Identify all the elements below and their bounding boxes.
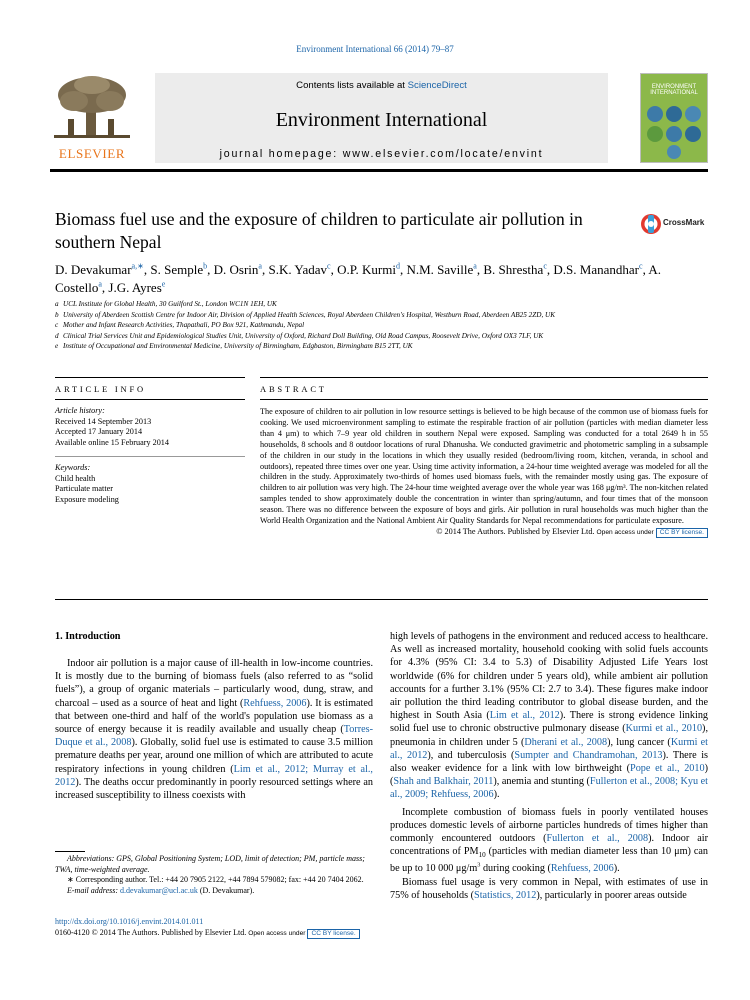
text-run: ), pneumonia in children under 5 ( <box>390 723 708 748</box>
citation-link[interactable]: Dherani et al., 2008 <box>524 736 608 748</box>
affiliation-letter: a <box>55 300 59 308</box>
text-run: Incomplete combustion of biomass fuels in poorly ventilated houses produces domestic levels of airborne particles hundreds of times higher than commonly encountered outdoors ( <box>390 806 708 845</box>
keyword-item: Particulate matter <box>55 484 113 494</box>
abstract-heading: ABSTRACT <box>260 384 327 394</box>
footnote-rule <box>55 851 85 852</box>
article-info-heading: ARTICLE INFO <box>55 384 146 394</box>
author-affiliation-marker[interactable]: c <box>543 261 547 271</box>
affiliation-item <box>55 310 715 321</box>
author-name[interactable]: S.K. Yadav <box>268 262 327 277</box>
cover-art <box>641 74 707 162</box>
doi-link[interactable]: http://dx.doi.org/10.1016/j.envint.2014.01.011 <box>55 917 204 926</box>
affiliation-item <box>55 331 715 342</box>
journal-masthead <box>50 73 708 163</box>
text-run: Indoor air pollution is a major cause of ill-health in low-income countries. It is mostly due to the burning of biomass fuels (also referred to as “solid fuels”), a group of organic materials – particularly wood, dung, straw, and charcoal – used as a source of heat and light ( <box>55 658 373 709</box>
intro-paragraph-2 <box>390 630 708 802</box>
copyright-text: © 2014 The Authors. Published by Elsevier Ltd. <box>436 526 595 536</box>
sciencedirect-link[interactable]: ScienceDirect <box>407 80 467 91</box>
subscript: 10 <box>478 851 486 860</box>
abstract-subrule <box>260 399 708 400</box>
author-name[interactable]: D. Osrin <box>213 262 259 277</box>
article-info-subrule <box>55 399 245 400</box>
keyword-item: Child health <box>55 473 96 483</box>
text-run: high levels of pathogens in the environment and reduced access to healthcare. As well as increased mortality, household cooking with solid fuels accounts for 4.3% (95% CI: 3.4 to 5.3) of Disability Adjusted Life Years lost worldwide (6% for children under 5 years old), while ambient air pollution accounts for a further 3.1% (95% CI: 2.7 to 3.4). These figures make indoor air pollution the third leading contributor to global disease burden, and the highest in South Asia ( <box>390 631 708 722</box>
page-footer <box>55 917 385 939</box>
text-run: ), anemia and stunting ( <box>493 776 590 788</box>
author-affiliation-marker[interactable]: a <box>473 261 477 271</box>
cc-by-license-link[interactable]: CC BY license. <box>307 929 359 939</box>
citation-link[interactable]: Fullerton et al., 2008 <box>546 833 649 845</box>
left-column <box>55 657 373 802</box>
corresponding-author-footnote: ∗ Corresponding author. Tel.: +44 20 7905 2122, +44 7894 579082; fax: +44 20 7404 2062. <box>67 875 364 885</box>
text-run: (particles with median diameter less than 10 μm) can be up to 10 000 μg/m <box>390 846 708 875</box>
right-column <box>390 630 708 902</box>
history-divider <box>55 456 245 457</box>
keywords-label: Keywords: <box>55 463 91 472</box>
text-run: ), particularly in poorer areas outside <box>536 889 687 901</box>
author-name[interactable]: J.G. Ayres <box>108 280 162 295</box>
accepted-date: Accepted 17 January 2014 <box>55 427 143 437</box>
affiliation-text: UCL Institute for Global Health, 30 Guilford St., London WC1N 1EH, UK <box>63 300 277 308</box>
author-name[interactable]: S. Semple <box>150 262 204 277</box>
text-run: ). <box>613 863 620 875</box>
article-history <box>55 406 245 448</box>
citation-link[interactable]: Kurmi et al., 2012 <box>390 736 708 761</box>
author-name[interactable]: B. Shrestha <box>483 262 544 277</box>
crossmark-badge[interactable] <box>640 211 715 237</box>
cover-title: ENVIRONMENT INTERNATIONAL <box>650 84 698 96</box>
abbreviations-footnote <box>55 854 373 875</box>
text-run: ). There is strong evidence linking solid fuel use to chronic obstructive pulmonary disease ( <box>390 710 709 735</box>
contents-line <box>155 80 608 91</box>
email-link[interactable]: d.devakumar@ucl.ac.uk <box>120 885 198 895</box>
received-date: Received 14 September 2013 <box>55 416 152 426</box>
author-affiliation-marker[interactable]: c <box>327 261 331 271</box>
abstract-rule <box>260 377 708 378</box>
text-run: ) ( <box>390 763 708 788</box>
citation-link[interactable]: Rehfuess, 2006 <box>550 863 614 875</box>
affiliation-letter: b <box>55 310 59 319</box>
author-name[interactable]: D. Devakumar <box>55 262 132 277</box>
intro-paragraph-3 <box>390 806 708 876</box>
online-date: Available online 15 February 2014 <box>55 437 169 447</box>
journal-citation[interactable] <box>0 44 750 54</box>
abstract-block <box>260 407 708 539</box>
author-affiliation-marker[interactable]: e <box>161 279 166 289</box>
text-run: ). It is estimated that between one-third and half of the world's population use biomass as a source of energy because it is readily available and usually cheap ( <box>55 697 373 736</box>
intro-paragraph-1 <box>55 657 373 802</box>
journal-banner <box>155 73 608 163</box>
text-run: ). Globally, solid fuel use is estimated to cause 3.5 million premature deaths per year, around one million of which are attributed to acute respiratory infections in young children ( <box>55 737 373 775</box>
intro-paragraph-4 <box>390 876 708 902</box>
author-list: D. Devakumar$^{a,∗}$, S. Semple$^b$, D. Osrin$^a$, S.K. Yadav$^c$, O.P. Kurmi$^d$, N.M. Saville$^a$, B. Shrestha$^c$, D.S. Manandhar$^c$, A. Costello$^a$, J.G. Ayres$^e$ <box>55 261 661 295</box>
affiliation-item <box>55 341 715 352</box>
text-run: Biomass fuel usage is very common in Nepal, with estimates of use in 75% of households ( <box>390 876 708 901</box>
introduction-heading: 1. Introduction <box>55 631 121 642</box>
abstract-body: The exposure of children to air pollution in low resource settings is believed to be high because of the common use of biomass fuels for cooking. We used microenvironment sampling to estimate the respirable fraction of air pollution (particles with median diameter less than 4 μm) to which 7–9 year old children in southern Nepal were exposed. Sampling was conducted for a total 2649 h in 55 households, 8 schools and 8 outdoor locations of rural Dhanusha. We conducted gravimetric and photometric sampling in a subsample of the children in our study in the locations in which they usually resided (bedroom/living room, kitchen, veranda, in school and outdoors), repeated three times over one year. Using time activity information, a 24-hour time weighted average was modeled for all the children in the study. Approximately two-thirds of homes used biomass fuels, with the remainder mostly using gas. The exposure of children to air pollution was very high. The 24-hour time weighted average over the whole year was 168 μg/m³. The non-kitchen related samples tended to show approximately double the concentration in winter than spring/autumn, and four times that of the monsoon season. There was no difference between the exposure of boys and girls. Air pollution in rural households was much higher than the World Health Organization and the National Ambient Air Quality Standards for Nepal recommendations for particulate exposure. <box>260 407 708 526</box>
keywords-block <box>55 463 245 505</box>
author-name[interactable]: D.S. Manandhar <box>553 262 639 277</box>
author-name[interactable]: O.P. Kurmi <box>337 262 396 277</box>
journal-homepage[interactable]: journal homepage: www.elsevier.com/locate/envint <box>219 148 544 160</box>
citation-link[interactable]: Environment International 66 (2014) 79–87 <box>296 44 454 54</box>
citation-link[interactable]: Torres-Duque et al., 2008 <box>55 724 373 749</box>
citation-link[interactable]: Lim et al., 2012 <box>489 710 560 722</box>
open-access-label: Open access under <box>596 528 654 536</box>
affiliation-text: Mother and Infant Research Activities, Thapathali, PO Box 921, Kathmandu, Nepal <box>63 321 305 330</box>
citation-link[interactable]: Pope et al., 2010 <box>630 763 705 775</box>
author-affiliation-marker[interactable]: d <box>395 261 400 271</box>
abstract-copyright <box>260 527 708 539</box>
abbreviations-text: Abbreviations: GPS, Global Positioning System; LOD, limit of detection; PM, particle mass; TWA, time-weighted average. <box>55 854 365 874</box>
affiliation-letter: e <box>55 342 59 351</box>
affiliation-item <box>55 299 715 310</box>
author-affiliation-marker[interactable]: c <box>638 261 643 271</box>
crossmark-label: CrossMark <box>663 218 705 227</box>
email-footnote <box>55 886 373 897</box>
affiliation-text: Clinical Trial Services Unit and Epidemiological Studies Unit, University of Oxford, Richard Doll Building, Old Road Campus, Roosevelt Drive, Oxford OX3 7LF, UK <box>63 331 544 340</box>
citation-link[interactable]: Kurmi et al., 2010 <box>625 723 703 735</box>
citation-link[interactable]: Shah and Balkhair, 2011 <box>393 776 494 788</box>
elsevier-tree-logo <box>50 75 134 139</box>
citation-link[interactable]: Lim et al., 2012; Murray et al., 2012 <box>55 763 373 788</box>
citation-link[interactable]: Fullerton et al., 2008; Kyu et al., 2009; Rehfuess, 2006 <box>390 776 708 801</box>
affiliation-list <box>55 299 715 352</box>
author-name[interactable]: A. Costello <box>55 262 661 295</box>
text-run: during cooking ( <box>480 863 551 875</box>
crossmark-icon <box>640 211 662 237</box>
header-rule <box>50 169 708 172</box>
keyword-item: Exposure modeling <box>55 494 119 504</box>
text-run: ), lung cancer ( <box>607 736 671 748</box>
article-title: Biomass fuel use and the exposure of children to particulate air pollution in southern Nepal <box>55 209 583 252</box>
affiliation-text: University of Aberdeen Scottish Centre for Indoor Air, Division of Applied Health Sciences, Royal Aberdeen Children's Hospital, Westburn Road, Aberdeen AB25 2ZD, UK <box>63 310 556 319</box>
author-affiliation-marker[interactable]: a,∗ <box>131 261 144 271</box>
affiliation-letter: c <box>55 321 59 330</box>
author-affiliation-marker[interactable]: b <box>203 261 208 271</box>
open-access-label: Open access under <box>248 929 306 937</box>
citation-link[interactable]: Rehfuess, 2006 <box>243 697 307 709</box>
author-affiliation-marker[interactable]: a <box>98 279 102 289</box>
contents-prefix: Contents lists available at <box>296 80 408 91</box>
issn-line <box>55 928 385 940</box>
email-suffix: (D. Devakumar). <box>197 885 255 895</box>
affiliation-text: Institute of Occupational and Environmental Medicine, University of Birmingham, Edgbaston, Birmingham B15 2TT, UK <box>63 342 413 351</box>
citation-link[interactable]: Statistics, 2012 <box>474 889 537 901</box>
author-name[interactable]: N.M. Saville <box>406 262 474 277</box>
publisher-name: ELSEVIER <box>58 146 126 161</box>
citation-link[interactable]: Sumpter and Chandramohan, 2013 <box>514 749 663 761</box>
text-run: ). There is also weaker evidence for a link with low birthweight ( <box>390 749 708 775</box>
abstract-bottom-rule <box>55 599 708 600</box>
text-run: ). <box>493 789 500 801</box>
journal-cover-image[interactable] <box>640 73 708 163</box>
footnotes <box>55 854 373 896</box>
journal-title: Environment International <box>275 109 488 131</box>
text-run: ). Indoor air concentrations of PM <box>390 833 708 858</box>
superscript: 3 <box>477 862 481 870</box>
text-run: ), and tuberculosis ( <box>427 749 515 761</box>
history-label: Article history: <box>55 406 105 415</box>
affiliation-letter: d <box>55 331 59 340</box>
email-label: E-mail address: <box>67 885 121 895</box>
text-run: ). The deaths occur predominantly in poorly resourced settings where an increased susceptibility to illness coexists with <box>55 776 373 802</box>
cc-by-license-link[interactable]: CC BY license. <box>656 528 708 538</box>
article-info-rule <box>55 377 245 378</box>
affiliation-item <box>55 320 715 331</box>
author-affiliation-marker[interactable]: a <box>258 261 262 271</box>
issn-text: 0160-4120 © 2014 The Authors. Published by Elsevier Ltd. <box>55 927 249 937</box>
